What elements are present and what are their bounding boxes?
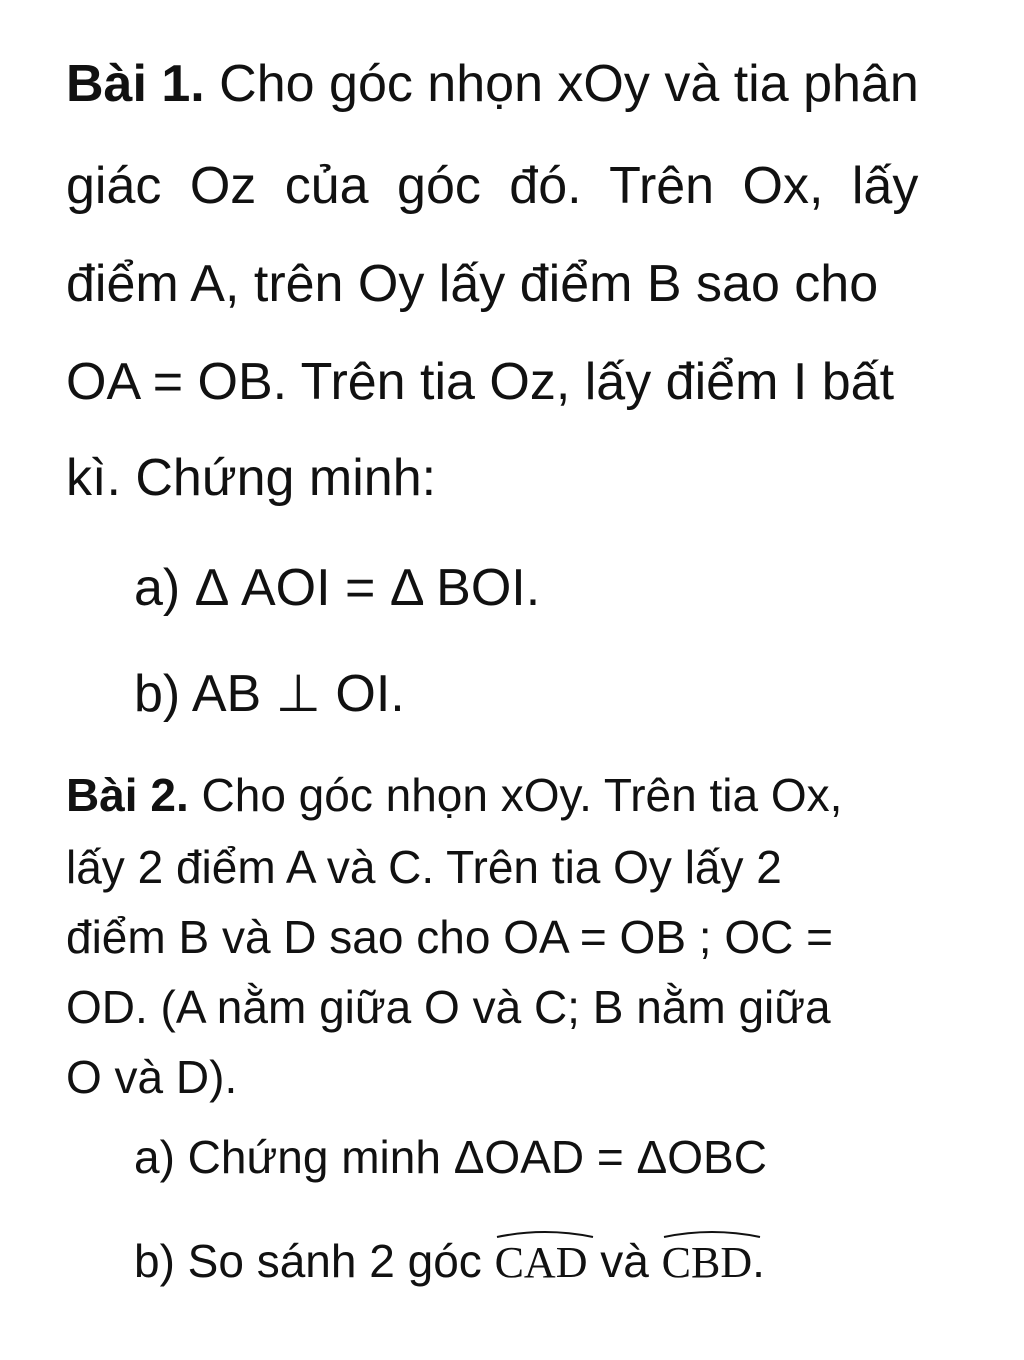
bai1-line-2 <box>66 157 919 215</box>
angle-cad <box>494 1238 588 1287</box>
angle-cbd <box>661 1238 753 1287</box>
bai1-part-a <box>134 559 541 617</box>
bai2-text-2: lấy 2 điểm A và C. Trên tia Oy lấy 2 <box>66 841 782 893</box>
bai2-part-b-suffix: . <box>752 1235 765 1287</box>
bai2-part-a <box>134 1131 767 1183</box>
bai1-text-4: OA = OB. Trên tia Oz, lấy điểm I bất <box>66 353 895 411</box>
bai1-label: Bài 1. <box>66 55 205 113</box>
bai2-part-b-mid: và <box>587 1235 662 1287</box>
bai2-line-3 <box>66 911 833 963</box>
bai2-part-a-text: a) Chứng minh ΔOAD = ΔOBC <box>134 1131 767 1183</box>
angle-cad-label: CAD <box>494 1238 588 1287</box>
bai2-line-2 <box>66 841 782 893</box>
bai1-line-3 <box>66 255 879 313</box>
bai1-text-3: điểm A, trên Oy lấy điểm B sao cho <box>66 255 879 313</box>
angle-cbd-label: CBD <box>661 1238 753 1287</box>
bai2-line-5 <box>66 1051 238 1103</box>
bai1-part-b <box>134 665 405 723</box>
bai2-text-3: điểm B và D sao cho OA = OB ; OC = <box>66 911 833 963</box>
bai1-text-5: kì. Chứng minh: <box>66 449 437 507</box>
bai2-label: Bài 2. <box>66 769 189 821</box>
bai2-text-5: O và D). <box>66 1051 238 1103</box>
bai2-part-b <box>134 1235 765 1287</box>
bai1-part-a-text: a) Δ AOI = Δ BOI. <box>134 559 541 617</box>
bai2-part-b-prefix: b) So sánh 2 góc <box>134 1235 495 1287</box>
bai1-part-b-text: b) AB ⊥ OI. <box>134 665 405 723</box>
angle-arc-icon <box>662 1227 762 1239</box>
bai1-line-4 <box>66 353 895 411</box>
bai2-line-1 <box>66 769 843 821</box>
bai2-text-4: OD. (A nằm giữa O và C; B nằm giữa <box>66 981 831 1033</box>
angle-arc-icon <box>495 1227 595 1239</box>
bai1-line-5 <box>66 449 437 507</box>
bai1-line-1 <box>66 55 919 113</box>
bai2-text-1: Cho góc nhọn xOy. Trên tia Ox, <box>188 769 843 821</box>
bai1-text-2: giác Oz của góc đó. Trên Ox, lấy <box>66 157 919 215</box>
bai2-line-4 <box>66 981 831 1033</box>
bai1-text-1: Cho góc nhọn xOy và tia phân <box>204 55 919 113</box>
